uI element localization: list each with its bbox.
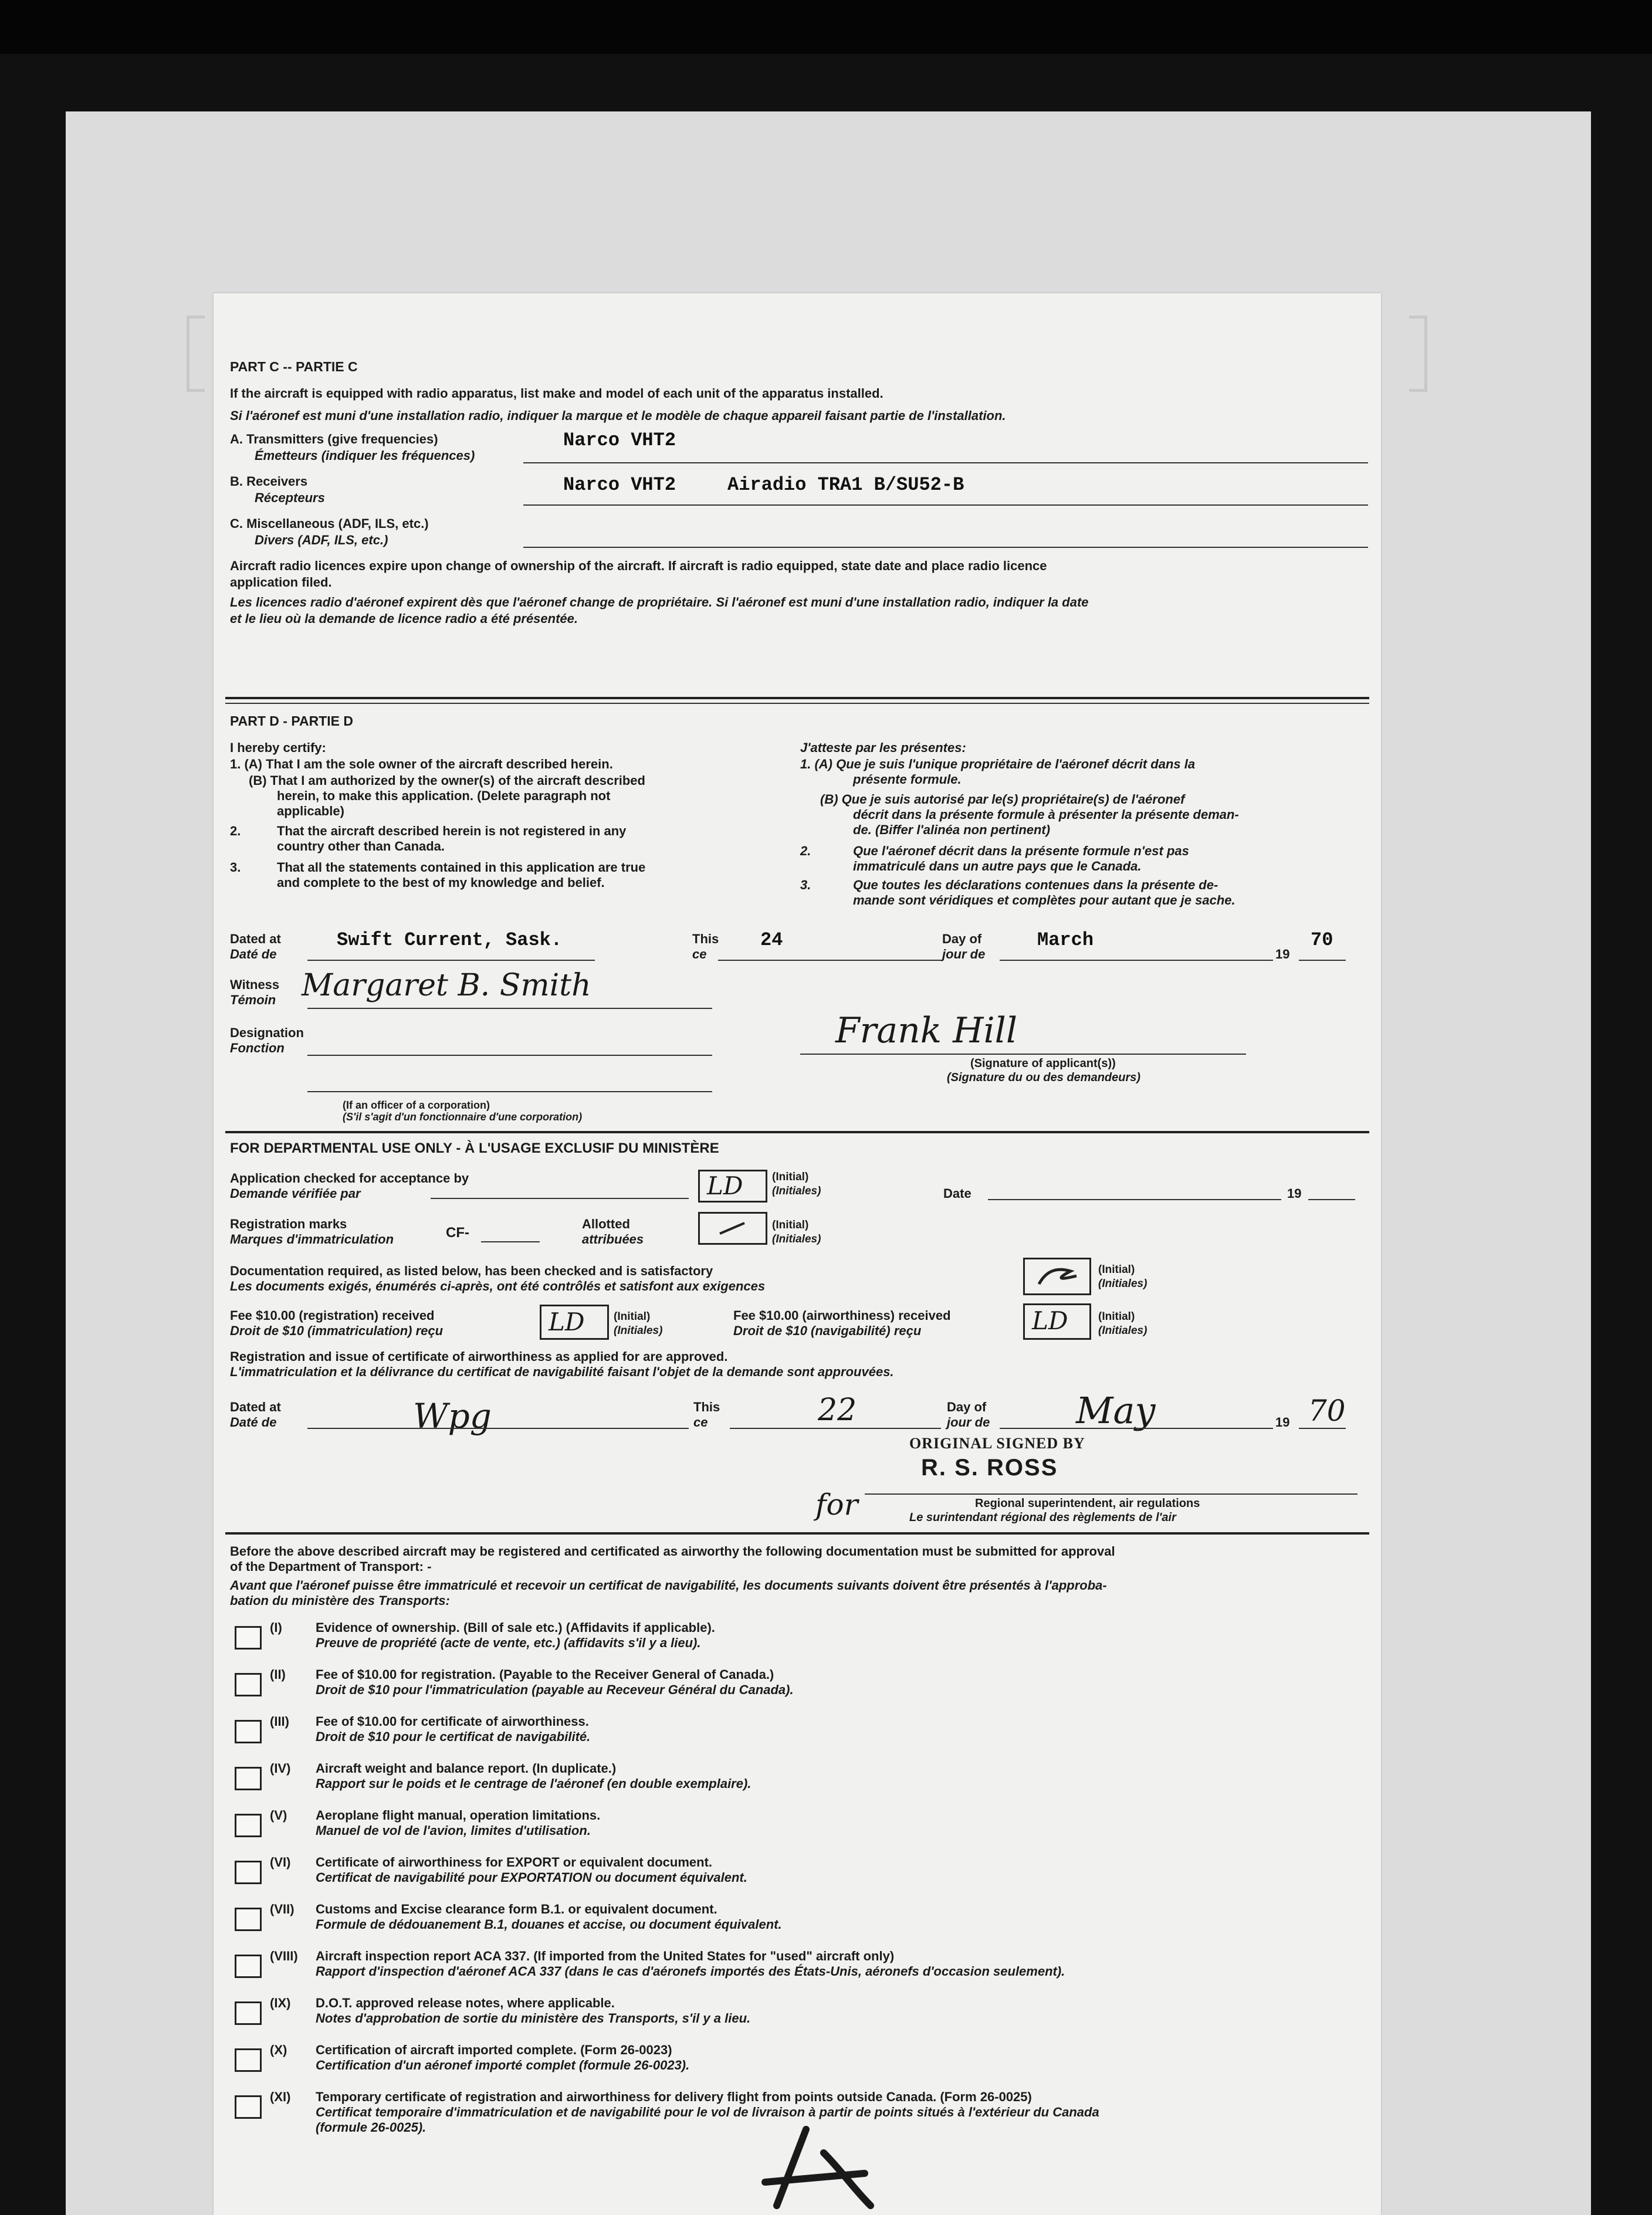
receivers-value-2: Airadio TRA1 B/SU52-B — [727, 474, 964, 496]
date-label: Date — [943, 1186, 971, 1201]
dated-at-label-fr: Daté de — [230, 947, 277, 961]
checklist-item-fr: Rapport d'inspection d'aéronef ACA 337 (dans le cas d'aéronefs importés des États-Unis, aéronefs d'occasion seulement). — [316, 1964, 1065, 1979]
documentation-en: Documentation required, as listed below, has been checked and is satisfactory — [230, 1264, 713, 1278]
misc-label-fr: Divers (ADF, ILS, etc.) — [255, 533, 388, 547]
item1a-fr-1: 1. (A) Que je suis l'unique propriétaire de l'aéronef décrit dans la — [800, 757, 1196, 771]
item3-en-2: and complete to the best of my knowledge and belief. — [277, 875, 605, 890]
checklist-item-en: Fee of $10.00 for registration. (Payable to the Receiver General of Canada.) — [316, 1667, 774, 1682]
item2-num-fr: 2. — [800, 844, 811, 858]
officer-note-fr: (S'il s'agit d'un fonctionnaire d'une corporation) — [343, 1111, 583, 1123]
checklist-item-en: Aeroplane flight manual, operation limitations. — [316, 1808, 601, 1823]
dept-month-value: May — [1076, 1389, 1156, 1432]
this-label: This — [692, 932, 719, 946]
checklist-checkbox[interactable] — [235, 2001, 262, 2025]
checklist-item-fr: Droit de $10 pour le certificat de navigabilité. — [316, 1729, 591, 1744]
checklist-item-en: Aircraft inspection report ACA 337. (If imported from the United States for "used" aircraft only) — [316, 1949, 895, 1963]
initial-label-fr: (Initiales) — [614, 1325, 663, 1337]
item1a-en: 1. (A) That I am the sole owner of the aircraft described herein. — [230, 757, 613, 771]
dept-dated-at-label: Dated at — [230, 1400, 281, 1414]
checklist-checkbox[interactable] — [235, 2095, 262, 2119]
initials-box-checked — [698, 1170, 767, 1203]
applicant-signature: Frank Hill — [835, 1010, 1018, 1051]
initial-label-fr: (Initiales) — [1098, 1278, 1147, 1290]
superintendent-en: Regional superintendent, air regulations — [975, 1497, 1200, 1510]
checklist-item-fr: Droit de $10 pour l'immatriculation (payable au Receveur Général du Canada). — [316, 1682, 794, 1697]
this-label-fr: ce — [692, 947, 707, 961]
checklist-item-fr: Preuve de propriété (acte de vente, etc.) (affidavits s'il y a lieu). — [316, 1635, 701, 1650]
item1b-fr-1: (B) Que je suis autorisé par le(s) propriétaire(s) de l'aéronef — [820, 792, 1185, 807]
item1b-en-1: (B) That I am authorized by the owner(s) of the aircraft described — [249, 773, 645, 788]
fee-reg-en: Fee $10.00 (registration) received — [230, 1308, 435, 1323]
item1a-fr-2: présente formule. — [853, 772, 962, 787]
checklist-checkbox[interactable] — [235, 1814, 262, 1837]
checklist-item-number: (VIII) — [270, 1949, 298, 1963]
checklist-checkbox[interactable] — [235, 1673, 262, 1696]
signature-label-en: (Signature of applicant(s)) — [970, 1057, 1116, 1070]
certify-fr: J'atteste par les présentes: — [800, 740, 966, 755]
day-of-label: Day of — [942, 932, 982, 946]
initial-label: (Initial) — [1098, 1264, 1135, 1276]
checklist-item-en: Evidence of ownership. (Bill of sale etc.) (Affidavits if applicable). — [316, 1620, 715, 1635]
cf-prefix: CF- — [446, 1225, 469, 1241]
item2-en-2: country other than Canada. — [277, 839, 445, 854]
year-value: 70 — [1311, 929, 1333, 951]
dept-dated-at-label-fr: Daté de — [230, 1415, 277, 1430]
initials-box-allotted — [698, 1212, 767, 1245]
part-d-heading: PART D - PARTIE D — [230, 713, 353, 729]
divider — [225, 703, 1369, 704]
item1b-en-3: applicable) — [277, 804, 344, 818]
initial-label: (Initial) — [1098, 1310, 1135, 1323]
checklist-checkbox[interactable] — [235, 1767, 262, 1790]
fee-reg-fr: Droit de $10 (immatriculation) reçu — [230, 1323, 444, 1338]
initial-label: (Initial) — [772, 1219, 809, 1231]
receivers-value-1: Narco VHT2 — [563, 474, 676, 496]
year-prefix: 19 — [1275, 947, 1290, 961]
item2-fr-2: immatriculé dans un autre pays que le Canada. — [853, 859, 1142, 873]
original-signed-stamp: ORIGINAL SIGNED BY — [909, 1435, 1085, 1452]
designation-label-fr: Fonction — [230, 1041, 285, 1055]
day-of-label-fr: jour de — [942, 947, 986, 961]
checklist-item-number: (XI) — [270, 2089, 291, 2104]
checklist-checkbox[interactable] — [235, 2048, 262, 2072]
month-value: March — [1037, 929, 1094, 951]
initials-fee-reg: LD — [549, 1308, 585, 1336]
checklist-item-en: Customs and Excise clearance form B.1. or equivalent document. — [316, 1902, 717, 1916]
divider — [225, 697, 1369, 699]
checklist-item-en: Temporary certificate of registration and airworthiness for delivery flight from points outside Canada. (Form 26-0025) — [316, 2089, 1032, 2104]
allotted-en: Allotted — [582, 1217, 630, 1231]
dated-at-value: Swift Current, Sask. — [337, 929, 563, 951]
checklist-item-number: (I) — [270, 1620, 282, 1635]
checklist-item-fr: Manuel de vol de l'avion, limites d'utilisation. — [316, 1823, 591, 1838]
initial-label-fr: (Initiales) — [772, 1233, 821, 1245]
checklist-item-number: (IV) — [270, 1761, 291, 1776]
corner-bracket-left — [187, 316, 205, 392]
dated-at-label: Dated at — [230, 932, 281, 946]
checklist-checkbox[interactable] — [235, 1908, 262, 1931]
checklist-item-en: D.O.T. approved release notes, where applicable. — [316, 1996, 615, 2010]
initials-box-fee-reg — [540, 1305, 609, 1340]
divider — [225, 1532, 1369, 1535]
item1b-fr-3: de. (Biffer l'alinéa non pertinent) — [853, 822, 1051, 837]
checklist-checkbox[interactable] — [235, 1626, 262, 1650]
initial-label-fr: (Initiales) — [772, 1185, 821, 1197]
initials-scribble-icon — [1035, 1264, 1080, 1288]
part-c-intro-en: If the aircraft is equipped with radio apparatus, list make and model of each unit of the apparatus installed. — [230, 386, 883, 401]
dept-this-label: This — [693, 1400, 720, 1414]
radio-note-en-1: Aircraft radio licences expire upon change of ownership of the aircraft. If aircraft is radio equipped, state date and place radio licence — [230, 558, 1047, 573]
transmitters-value: Narco VHT2 — [563, 429, 676, 451]
checklist-intro-fr-1: Avant que l'aéronef puisse être immatriculé et recevoir un certificat de navigabilité, les documents suivants doivent être présentés à l'approba- — [230, 1578, 1107, 1593]
dept-this-label-fr: ce — [693, 1415, 708, 1430]
checklist-item-en: Fee of $10.00 for certificate of airworthiness. — [316, 1714, 589, 1729]
initials-checked: LD — [707, 1171, 743, 1200]
checkmark-icon — [717, 1221, 747, 1236]
officer-note-en: (If an officer of a corporation) — [343, 1099, 490, 1111]
superintendent-fr: Le surintendant régional des règlements de l'air — [909, 1511, 1176, 1524]
approval-en: Registration and issue of certificate of airworthiness as applied for are approved. — [230, 1349, 728, 1364]
transmitters-label: A. Transmitters (give frequencies) — [230, 432, 438, 446]
scan-top-border — [0, 0, 1652, 54]
checklist-checkbox[interactable] — [235, 1955, 262, 1978]
item2-num-en: 2. — [230, 824, 241, 838]
allotted-fr: attribuées — [582, 1232, 644, 1247]
reg-marks-en: Registration marks — [230, 1217, 347, 1231]
item1b-fr-2: décrit dans la présente formule à présenter la présente deman- — [853, 807, 1239, 822]
checklist-intro-en-1: Before the above described aircraft may be registered and certificated as airworthy the following documentation must be submitted for approval — [230, 1544, 1115, 1559]
initials-box-fee-air — [1023, 1303, 1091, 1340]
checklist-item-number: (VI) — [270, 1855, 291, 1869]
day-value: 24 — [760, 929, 783, 951]
radio-note-fr-2: et le lieu où la demande de licence radio a été présentée. — [230, 611, 578, 626]
item3-num-fr: 3. — [800, 878, 811, 892]
checklist-item-fr: Certification d'un aéronef importé complet (formule 26-0023). — [316, 2058, 690, 2072]
signer-name: R. S. ROSS — [921, 1455, 1058, 1481]
receivers-label: B. Receivers — [230, 474, 308, 489]
item3-fr-1: Que toutes les déclarations contenues dans la présente de- — [853, 878, 1218, 892]
witness-signature: Margaret B. Smith — [302, 968, 591, 1003]
checklist-item-number: (III) — [270, 1714, 289, 1729]
checklist-item-en: Aircraft weight and balance report. (In duplicate.) — [316, 1761, 617, 1776]
app-checked-fr: Demande vérifiée par — [230, 1186, 361, 1201]
checklist-checkbox[interactable] — [235, 1720, 262, 1743]
reg-marks-fr: Marques d'immatriculation — [230, 1232, 394, 1247]
designation-label: Designation — [230, 1025, 304, 1040]
corner-bracket-right — [1409, 316, 1427, 392]
part-c-intro-fr: Si l'aéronef est muni d'une installation radio, indiquer la marque et le modèle de chaque appareil faisant partie de l'installation. — [230, 408, 1006, 423]
misc-label: C. Miscellaneous (ADF, ILS, etc.) — [230, 516, 429, 531]
checklist-item-number: (X) — [270, 2043, 287, 2057]
item1b-en-2: herein, to make this application. (Delete paragraph not — [277, 788, 611, 803]
initials-box-documentation — [1023, 1258, 1091, 1295]
checklist-item-fr: Formule de dédouanement B.1, douanes et accise, ou document équivalent. — [316, 1917, 782, 1932]
dept-day-value: 22 — [818, 1393, 857, 1428]
checklist-item-number: (II) — [270, 1667, 286, 1682]
registration-form — [214, 293, 1381, 2215]
dept-year-prefix: 19 — [1275, 1415, 1290, 1430]
part-c-heading: PART C -- PARTIE C — [230, 359, 358, 374]
witness-label: Witness — [230, 977, 280, 992]
checklist-checkbox[interactable] — [235, 1861, 262, 1884]
fee-air-fr: Droit de $10 (navigabilité) reçu — [733, 1323, 922, 1338]
radio-note-fr-1: Les licences radio d'aéronef expirent dès que l'aéronef change de propriétaire. Si l'aéronef est muni d'une installation radio, indiquer la date — [230, 595, 1089, 609]
item3-fr-2: mande sont véridiques et complètes pour autant que je sache. — [853, 893, 1235, 907]
receivers-label-fr: Récepteurs — [255, 490, 325, 505]
item3-en-1: That all the statements contained in this application are true — [277, 860, 646, 875]
documentation-fr: Les documents exigés, énumérés ci-après, ont été contrôlés et satisfont aux exigences — [230, 1279, 766, 1293]
divider — [225, 1131, 1369, 1133]
checklist-intro-en-2: of the Department of Transport: - — [230, 1559, 432, 1574]
dept-day-of-label-fr: jour de — [947, 1415, 990, 1430]
item3-num-en: 3. — [230, 860, 241, 875]
certify-en: I hereby certify: — [230, 740, 326, 755]
app-checked-en: Application checked for acceptance by — [230, 1171, 469, 1186]
initial-label: (Initial) — [772, 1171, 809, 1183]
date-year-prefix: 19 — [1287, 1186, 1302, 1201]
transmitters-label-fr: Émetteurs (indiquer les fréquences) — [255, 448, 475, 463]
item2-en-1: That the aircraft described herein is not registered in any — [277, 824, 627, 838]
witness-label-fr: Témoin — [230, 993, 276, 1007]
radio-note-en-2: application filed. — [230, 575, 332, 590]
checklist-item-fr: Certificat temporaire d'immatriculation et de navigabilité pour le vol de livraison à partir de points situés à l'extérieur du Canada — [316, 2105, 1099, 2119]
fee-air-en: Fee $10.00 (airworthiness) received — [733, 1308, 951, 1323]
dept-day-of-label: Day of — [947, 1400, 987, 1414]
checklist-intro-fr-2: bation du ministère des Transports: — [230, 1593, 450, 1608]
checklist-item-fr: Certificat de navigabilité pour EXPORTATION ou document équivalent. — [316, 1870, 747, 1885]
signature-label-fr: (Signature du ou des demandeurs) — [947, 1071, 1141, 1084]
approval-fr: L'immatriculation et la délivrance du certificat de navigabilité faisant l'objet de la demande sont approuvées. — [230, 1364, 894, 1379]
dept-heading: FOR DEPARTMENTAL USE ONLY - À L'USAGE EXCLUSIF DU MINISTÈRE — [230, 1140, 719, 1156]
checklist-item-en: Certificate of airworthiness for EXPORT or equivalent document. — [316, 1855, 713, 1869]
checklist-item-en: Certification of aircraft imported complete. (Form 26-0023) — [316, 2043, 672, 2057]
initial-label: (Initial) — [614, 1310, 651, 1323]
checklist-item-number: (V) — [270, 1808, 287, 1823]
checklist-item-fr: Notes d'approbation de sortie du ministère des Transports, s'il y a lieu. — [316, 2011, 751, 2026]
initial-label-fr: (Initiales) — [1098, 1325, 1147, 1337]
dept-year-value: 70 — [1308, 1394, 1346, 1428]
checklist-item-fr: Rapport sur le poids et le centrage de l'aéronef (en double exemplaire). — [316, 1776, 751, 1791]
checklist-item-fr-cont: (formule 26-0025). — [316, 2120, 426, 2135]
for-mark: for — [815, 1488, 858, 1522]
checklist-item-number: (VII) — [270, 1902, 294, 1916]
dept-dated-at-value: Wpg — [413, 1396, 492, 1436]
initials-fee-air: LD — [1032, 1306, 1068, 1335]
handwritten-mark-icon — [753, 2118, 882, 2211]
item2-fr-1: Que l'aéronef décrit dans la présente formule n'est pas — [853, 844, 1189, 858]
checklist-item-number: (IX) — [270, 1996, 291, 2010]
